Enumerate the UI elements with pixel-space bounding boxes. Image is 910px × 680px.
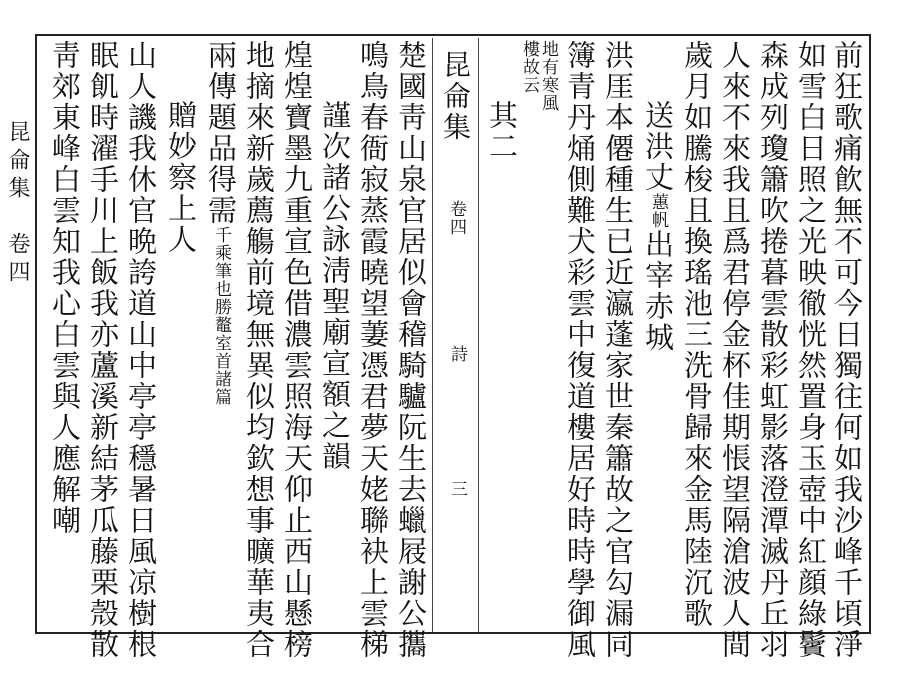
text-column-16 bbox=[204, 40, 238, 406]
text-column-4: 人來不來我且爲君停金杯佳期悵望隔滄波人間 bbox=[718, 40, 752, 660]
center-strip-right-line bbox=[478, 38, 479, 632]
text-column-11: 楚國靑山泉官居似會稽騎驢阮生去蠟屐謝公攜 bbox=[394, 40, 428, 660]
poem-title-zeng-miao: 贈妙察上人 bbox=[164, 100, 198, 255]
text-column-7: 洪厓本僊種生已近瀛蓬家世秦簫故之官勾漏同 bbox=[601, 40, 635, 660]
poem-title-note: 蕙帆 bbox=[648, 193, 668, 229]
text-column-14: 煌煌寶墨九重宣色借濃雲照海天仰止西山懸榜 bbox=[280, 40, 314, 660]
text-column-16-main: 兩傳題品得需 bbox=[204, 40, 238, 226]
annotation-left-line: 樓故云 bbox=[519, 40, 539, 94]
poem-title-lead: 送洪丈 bbox=[641, 100, 675, 193]
center-strip-left-line bbox=[432, 38, 433, 632]
text-column-19: 眠飢時濯手川上飯我亦蘆溪新結茅瓜藤栗殼散 bbox=[86, 40, 120, 660]
center-strip-genre: 詩 bbox=[447, 345, 467, 363]
text-column-15: 地摘來新歲薦觴前境無異似均欽想事曠華夷合 bbox=[242, 40, 276, 660]
text-column-20: 靑郊東峰白雲知我心白雲與人應解嘲 bbox=[48, 40, 82, 536]
text-column-16-note: 千乘筆也勝鼇室首諸篇 bbox=[211, 226, 231, 406]
text-column-18: 山人譏我休官晩誇道山中亭亭穩暑日風凉樹根 bbox=[124, 40, 158, 660]
center-strip-volume: 卷四 bbox=[446, 200, 466, 236]
text-column-1: 前狂歌痛飮無不可今日獨往何如我沙峰千頃淨 bbox=[830, 40, 864, 660]
poem-title-song-hong bbox=[641, 100, 675, 353]
text-column-8: 簿青丹㷁側難犬彩雲中復道樓居好時時學御風 bbox=[563, 40, 597, 660]
center-strip-book-title: 昆侖集 bbox=[439, 50, 472, 143]
annotation-right-line: 地有寒風 bbox=[538, 40, 558, 112]
text-column-12: 鳴鳥春衙寂蒸霞曉望萋憑君夢天姥聯袂上雲梯 bbox=[356, 40, 390, 660]
poem-title-jin-ci: 謹次諸公詠淸聖廟宣額之韻 bbox=[318, 100, 352, 472]
center-strip-page-number: 三 bbox=[447, 480, 467, 498]
poem-title-tail: 出宰赤城 bbox=[641, 229, 675, 353]
text-column-3: 森成列瓊簫吹捲暮雲散彩虹影落澄潭滅丹丘羽 bbox=[756, 40, 790, 660]
margin-title: 昆侖集 卷四 bbox=[5, 120, 30, 288]
text-column-2: 如雪白日照之光映徹恍然置身玉壺中紅顔綠鬢 bbox=[794, 40, 828, 660]
text-column-5: 歲月如騰梭且換瑤池三洗骨歸來金馬陸沉歌 bbox=[680, 40, 714, 629]
subtitle-qi-er: 其二 bbox=[485, 100, 519, 162]
